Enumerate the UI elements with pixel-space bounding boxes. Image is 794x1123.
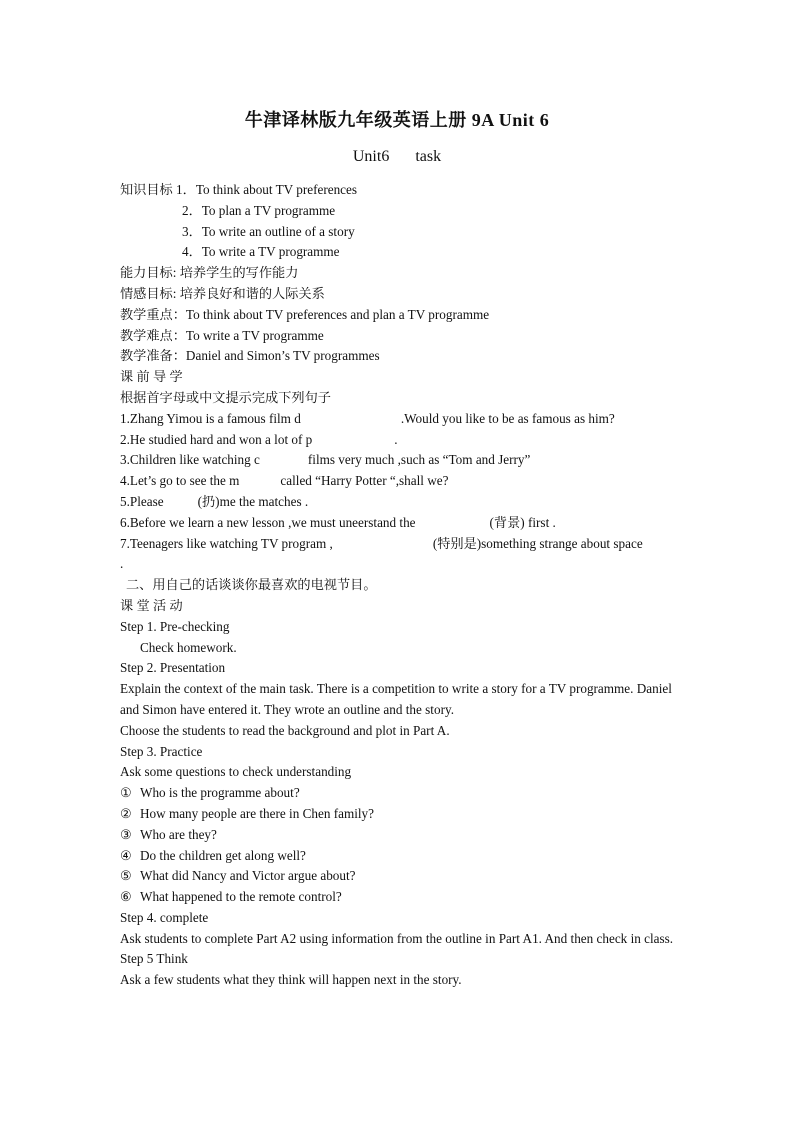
exercise-6: 6.Before we learn a new lesson ,we must uneerstand the (背景) first .: [120, 514, 556, 530]
step-4-heading: Step 4. complete: [120, 909, 209, 925]
class-activity-heading: 课 堂 活 动: [120, 597, 183, 613]
question-item: ② How many people are there in Chen family?: [120, 805, 374, 821]
teaching-preparation: 教学准备：Daniel and Simon’s TV programmes: [120, 348, 380, 364]
unit-label: Unit6: [352, 148, 390, 165]
step-5-paragraph: Ask a few students what they think will happen next in the story.: [120, 972, 462, 988]
exercise-4: 4.Let’s go to see the m called “Harry Potter “,shall we?: [120, 473, 449, 489]
step-2-heading: Step 2. Presentation: [120, 660, 226, 676]
objective-item: 4．To write a TV programme: [182, 244, 340, 260]
document-body: [120, 180, 690, 991]
question-item: ④ Do the children get along well?: [120, 847, 306, 863]
question-item: ③ Who are they?: [120, 826, 217, 842]
topic-label: task: [415, 148, 442, 165]
exercise-1: 1.Zhang Yimou is a famous film d .Would you like to be as famous as him?: [120, 410, 615, 426]
step-1-detail: Check homework.: [140, 639, 237, 655]
step-4-paragraph: Ask students to complete Part A2 using information from the outline in Part A1. And then check in class.: [120, 930, 674, 946]
step-3-heading: Step 3. Practice: [120, 743, 203, 759]
ability-objective: 能力目标: 培养学生的写作能力: [120, 265, 299, 281]
step-3-intro: Ask some questions to check understanding: [120, 764, 352, 780]
step-2-paragraph: Explain the context of the main task. There is a competition to write a story for a TV programme. Daniel and Simon have entered it. They wrote an outline and the story.: [120, 681, 672, 717]
preview-heading: 课 前 导 学: [120, 369, 183, 385]
document-title: 牛津译林版九年级英语上册 9A Unit 6: [244, 110, 550, 130]
exercise-3: 3.Children like watching c films very much ,such as “Tom and Jerry”: [120, 452, 531, 468]
objective-line-1: [120, 180, 690, 201]
objective-item: 1．To think about TV preferences: [176, 182, 358, 197]
section-two-heading: 二、用自己的话谈谈你最喜欢的电视节目。: [126, 577, 377, 593]
objective-item: 3．To write an outline of a story: [182, 223, 355, 239]
step-5-heading: Step 5 Think: [120, 951, 188, 967]
exercise-trailing-period: .: [120, 556, 124, 572]
exercise-2: 2.He studied hard and won a lot of p .: [120, 431, 398, 447]
question-item: ⑥ What happened to the remote control?: [120, 889, 342, 905]
objective-item: 2．To plan a TV programme: [182, 202, 336, 218]
document-subtitle: [0, 148, 794, 166]
question-item: ⑤ What did Nancy and Victor argue about?: [120, 868, 356, 884]
emotion-objective: 情感目标: 培养良好和谐的人际关系: [120, 285, 325, 301]
step-1-heading: Step 1. Pre-checking: [120, 618, 230, 634]
teaching-key-points: 教学重点：To think about TV preferences and plan a TV programme: [120, 306, 490, 322]
exercise-5: 5.Please (扔)me the matches .: [120, 493, 309, 509]
question-item: ① Who is the programme about?: [120, 785, 300, 801]
exercise-7: 7.Teenagers like watching TV program , (特别是)something strange about space: [120, 535, 643, 551]
preview-instruction: 根据首字母或中文提示完成下列句子: [120, 389, 331, 405]
teaching-difficulties: 教学难点：To write a TV programme: [120, 327, 324, 343]
step-2-paragraph-2: Choose the students to read the background and plot in Part A.: [120, 722, 450, 738]
objectives-label: 知识目标: [120, 182, 173, 197]
